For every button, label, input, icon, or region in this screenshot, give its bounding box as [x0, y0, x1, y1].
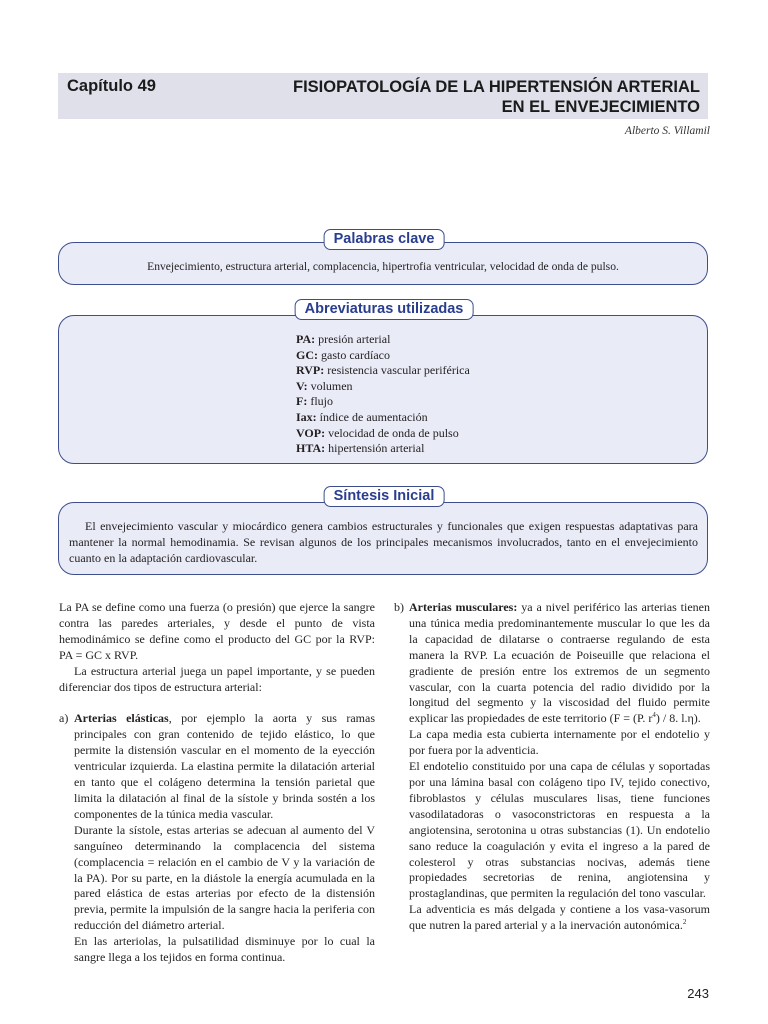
- abbreviation-desc: velocidad de onda de pulso: [328, 425, 459, 440]
- abbreviation-desc: presión arterial: [318, 332, 391, 346]
- list-item-body: ) / 8. l.η).: [655, 711, 701, 726]
- synthesis-box: [58, 502, 708, 575]
- list-item-body: , por ejemplo la aorta y sus ramas principales con gran contenido de tejido elástico, lo que permite la distensión vascular en el momento de la eyección ventricular izquierda. La elastina permite la dilatación arterial en tanto que el colágeno determina la tensión parietal que limita la dilatación al final de la sístole y brinda sostén a los componentes de la túnica media vascular.: [74, 711, 375, 821]
- author: Alberto S. Villamil: [624, 125, 710, 137]
- list-item-term: Arterias musculares:: [409, 600, 518, 614]
- body-column-right: [394, 600, 710, 934]
- list-item-a: [59, 711, 375, 966]
- chapter-number: Capítulo 49: [67, 77, 156, 95]
- list-item-term: Arterias elásticas: [74, 711, 169, 726]
- chapter-title-line-1: FISIOPATOLOGÍA DE LA HIPERTENSIÓN ARTERIAL: [292, 78, 700, 96]
- abbreviation-desc: flujo: [310, 394, 333, 409]
- abbreviation-desc: gasto cardíaco: [321, 347, 390, 362]
- chapter-header: [58, 73, 708, 119]
- abbreviations-box: [58, 315, 708, 464]
- list-item-paragraph: El endotelio constituido por una capa de células y soportadas por una lámina basal con colágeno tipo IV, tejido conectivo, fibroblastos y células musculares lisas, tiene funciones vasodilatadoras o vasoconstrictoras en respuesta a la angiotensina, serotonina u otras substancias (1). Un endotelio sano reduce la coagulación y evita el ingreso a la pared de colesterol y otras substancias nocivas, además tiene propiedades secretorias de renina, angiotensina y prostaglandinas, que permiten la regulación del tono vascular.: [409, 759, 710, 901]
- abbreviation-term: F:: [296, 394, 308, 409]
- synthesis-paragraph: [69, 518, 698, 566]
- list-item-body: ya a nivel periférico las arterias tienen una túnica media predominantemente muscular lo que les da la capacidad de dilatarse o contraerse regulando de esta manera la RVP. La ecuación de Poiseuille que relaciona el gradiente de presión entre los extremos de un segmento vascular, con la cuarta potencia del radio dividido por la longitud del segmento y la viscosidad del fluido permite explicar las propiedades de este territorio (F = (P. r: [409, 600, 710, 726]
- abbreviation-term: V:: [296, 378, 308, 393]
- page-number: 243: [687, 986, 709, 1001]
- abbreviation-term: VOP:: [296, 425, 326, 440]
- abbreviation-item: [296, 379, 470, 395]
- list-item-body: La adventicia es más delgada y contiene a los vasa-vasorum que nutren la pared arterial y a la inervación autonómica.: [409, 902, 710, 933]
- list-item-paragraph: La capa media esta cubierta internamente por el endotelio y por fuera por la adventicia.: [409, 727, 710, 758]
- abbreviations-label: Abreviaturas utilizadas: [295, 299, 474, 320]
- abbreviation-item: [296, 394, 470, 410]
- abbreviation-item: [296, 426, 470, 442]
- abbreviation-term: RVP:: [296, 363, 325, 378]
- abbreviation-term: Iax:: [296, 409, 317, 424]
- abbreviation-item: [296, 348, 470, 364]
- abbreviation-item: [296, 332, 470, 348]
- body-column-left: [59, 600, 375, 966]
- abbreviation-item: [296, 410, 470, 426]
- keywords-text: Envejecimiento, estructura arterial, complacencia, hipertrofia ventricular, velocidad de onda de pulso.: [147, 260, 619, 273]
- superscript: 2: [682, 918, 687, 927]
- chapter-title: [293, 77, 700, 117]
- synthesis-label: Síntesis Inicial: [324, 486, 445, 507]
- abbreviations-list: [296, 332, 470, 457]
- synthesis-text: El envejecimiento vascular y miocárdico genera cambios estructurales y funcionales que exigen respuestas adaptativas para mantener la normal hemodinamia. Se revisan algunos de los principales mecanismos involucrados, tanto en el envejecimiento cuanto en la adaptación cardiovascular.: [69, 519, 698, 565]
- superscript: 4: [652, 711, 656, 720]
- list-marker: b): [394, 600, 404, 614]
- abbreviation-term: HTA:: [296, 441, 326, 456]
- abbreviation-desc: volumen: [310, 378, 353, 393]
- keywords-label: Palabras clave: [324, 229, 445, 250]
- abbreviation-item: [296, 363, 470, 379]
- list-item-paragraph: En las arteriolas, la pulsatilidad disminuye por lo cual la sangre llega a los tejidos en forma continua.: [74, 934, 375, 965]
- list-item-text: [409, 600, 710, 727]
- list-item-paragraph: [409, 902, 710, 934]
- abbreviation-term: GC:: [296, 347, 318, 362]
- list-marker: a): [59, 711, 69, 726]
- abbreviation-desc: resistencia vascular periférica: [327, 363, 470, 378]
- list-item-b: [394, 600, 710, 934]
- list-item-text: [74, 711, 375, 822]
- list-item-paragraph: Durante la sístole, estas arterias se adecuan al aumento del V sanguíneo determinando la complacencia del sistema (complacencia = relación en el cambio de V y la variación de la PA). Por su parte, en la diástole la energía acumulada en la pared elástica de estas arterias por efecto de la distensión previa, permite la impulsión de la sangre hacia la periferia con reducción del diámetro arterial.: [74, 822, 375, 933]
- chapter-title-line-2: EN EL ENVEJECIMIENTO: [501, 98, 700, 116]
- abbreviation-term: PA:: [296, 332, 316, 346]
- body-paragraph: La PA se define como una fuerza (o presión) que ejerce la sangre contra las paredes arteriales, y desde el punto de vista hemodinámico se define como el producto del GC por la RVP: PA = GC x RVP.: [59, 600, 375, 662]
- abbreviation-desc: índice de aumentación: [319, 409, 428, 424]
- abbreviation-desc: hipertensión arterial: [328, 441, 425, 456]
- body-paragraph: La estructura arterial juega un papel importante, y se pueden diferenciar dos tipos de estructura arterial:: [59, 663, 375, 694]
- abbreviation-item: [296, 441, 470, 457]
